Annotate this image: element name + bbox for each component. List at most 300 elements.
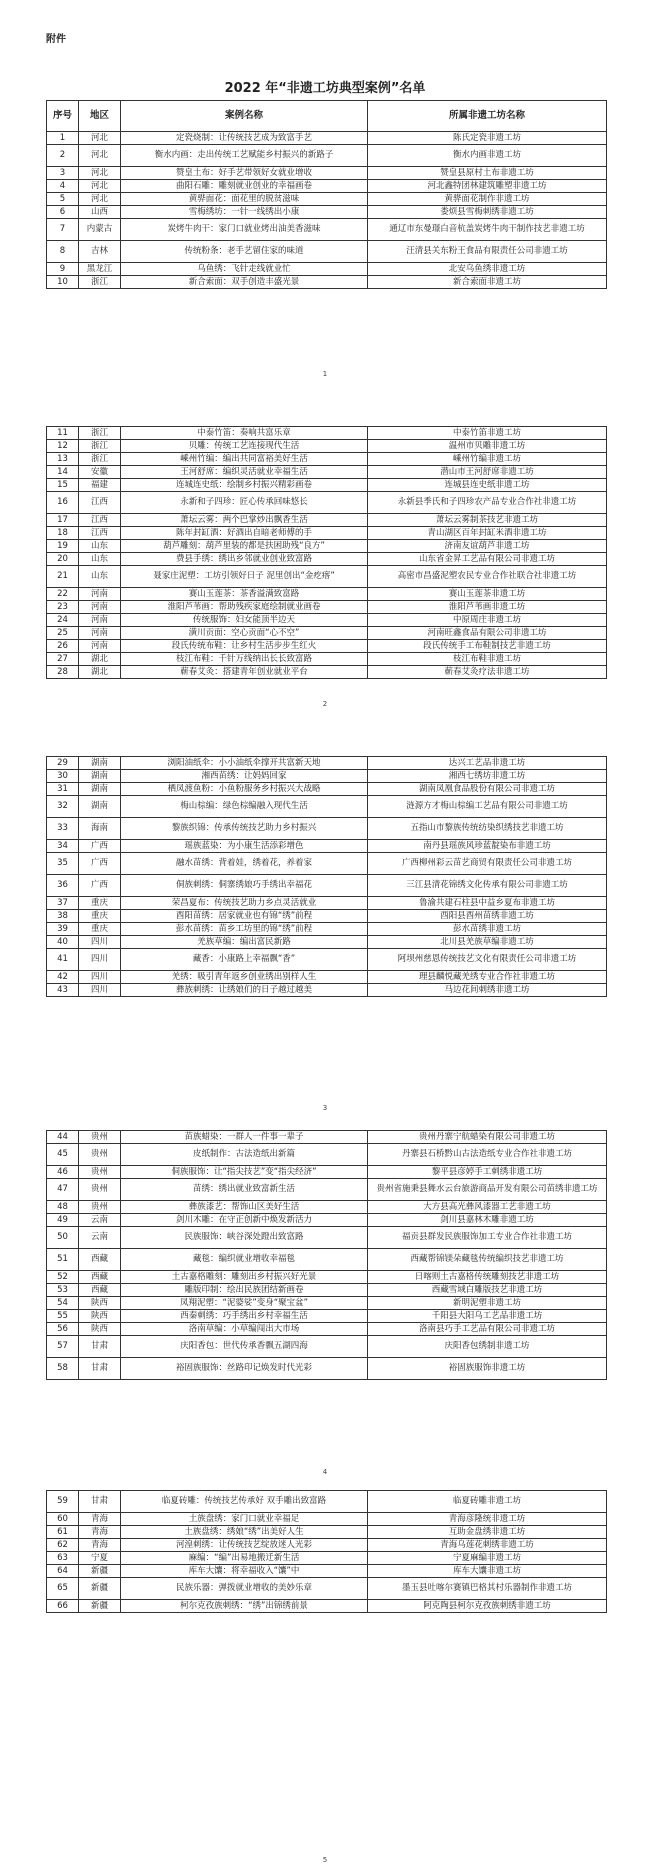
- case-table: [46, 756, 607, 997]
- cell-region: 山西: [79, 206, 121, 219]
- cell-num: 11: [47, 427, 79, 440]
- cell-num: 28: [47, 666, 79, 679]
- cell-region: 贵州: [79, 1166, 121, 1179]
- cell-num: 18: [47, 527, 79, 540]
- table-row: [47, 453, 607, 466]
- cell-num: 32: [47, 796, 79, 818]
- cell-case: 侗族刺绣：侗寨绣娘巧手绣出幸福花: [121, 875, 368, 897]
- cell-case: 潢川贡面：空心贡面“心不空”: [121, 627, 368, 640]
- table-row: [47, 180, 607, 193]
- cell-num: 37: [47, 897, 79, 910]
- cell-region: 西藏: [79, 1284, 121, 1297]
- table-row: [47, 1284, 607, 1297]
- cell-workshop: 贵州丹寨宁航蜡染有限公司非遗工坊: [368, 1131, 607, 1144]
- cell-workshop: 彭水苗绣非遗工坊: [368, 923, 607, 936]
- cell-case: 黎族织锦：传承传统技艺助力乡村振兴: [121, 818, 368, 840]
- cell-case: 侗族服饰：让“指尖技艺”变“指尖经济”: [121, 1166, 368, 1179]
- table-row: [47, 936, 607, 949]
- table-row: [47, 923, 607, 936]
- table-row: [47, 757, 607, 770]
- cell-num: 45: [47, 1144, 79, 1166]
- cell-workshop: 阿坝州慈恩传统技艺文化有限责任公司非遗工坊: [368, 949, 607, 971]
- cell-region: 湖南: [79, 783, 121, 796]
- table-row: [47, 1214, 607, 1227]
- table-row: [47, 1166, 607, 1179]
- cell-case: 枝江布鞋：千针万线纳出长长致富路: [121, 653, 368, 666]
- cell-num: 38: [47, 910, 79, 923]
- cell-region: 广西: [79, 875, 121, 897]
- cell-case: 庆阳香包：世代传承香飘五湖四海: [121, 1336, 368, 1358]
- table-row: [47, 984, 607, 997]
- cell-case: 凤翔泥塑：“泥婆娑”变身“聚宝盆”: [121, 1297, 368, 1310]
- cell-region: 吉林: [79, 241, 121, 263]
- cell-case: 永新和子四珍：匠心传承回味悠长: [121, 492, 368, 514]
- cell-workshop: 理县麟悦藏羌绣专业合作社非遗工坊: [368, 971, 607, 984]
- table-row: [47, 276, 607, 289]
- cell-case: 嵊州竹编：编出共同富裕美好生活: [121, 453, 368, 466]
- cell-case: 段氏传统布鞋：让乡村生活步步生红火: [121, 640, 368, 653]
- table-row: [47, 627, 607, 640]
- table-row: [47, 193, 607, 206]
- table-row: [47, 949, 607, 971]
- cell-workshop: 剑川县嘉林木雕非遗工坊: [368, 1214, 607, 1227]
- cell-region: 陕西: [79, 1297, 121, 1310]
- table-row: [47, 601, 607, 614]
- page-number: 3: [322, 1104, 328, 1112]
- table-row: [47, 479, 607, 492]
- cell-region: 新疆: [79, 1578, 121, 1600]
- cell-num: 34: [47, 840, 79, 853]
- cell-num: 5: [47, 193, 79, 206]
- cell-num: 49: [47, 1214, 79, 1227]
- cell-case: 新合索面：双手创造丰盛光景: [121, 276, 368, 289]
- cell-workshop: 永新县季氏和子四珍农产品专业合作社非遗工坊: [368, 492, 607, 514]
- table-row: [47, 1310, 607, 1323]
- cell-workshop: 赛山玉莲茶非遗工坊: [368, 588, 607, 601]
- table-row: [47, 1491, 607, 1513]
- cell-workshop: 潜山市王河舒席非遗工坊: [368, 466, 607, 479]
- cell-case: 羌族草编：编出富民新路: [121, 936, 368, 949]
- cell-num: 8: [47, 241, 79, 263]
- cell-region: 陕西: [79, 1310, 121, 1323]
- cell-num: 66: [47, 1600, 79, 1613]
- table-row: [47, 640, 607, 653]
- cell-workshop: 互助金盘绣非遗工坊: [368, 1526, 607, 1539]
- cell-workshop: 达兴工艺品非遗工坊: [368, 757, 607, 770]
- cell-workshop: 赞皇县原村土布非遗工坊: [368, 167, 607, 180]
- table-row: [47, 971, 607, 984]
- table-row: [47, 1179, 607, 1201]
- table-row: [47, 566, 607, 588]
- cell-workshop: 西藏雪域白雕版技艺非遗工坊: [368, 1284, 607, 1297]
- cell-case: 麻编：“编”出易地搬迁新生活: [121, 1552, 368, 1565]
- cell-num: 19: [47, 540, 79, 553]
- cell-num: 30: [47, 770, 79, 783]
- cell-region: 河北: [79, 193, 121, 206]
- cell-workshop: 河南旺鑫食品有限公司非遗工坊: [368, 627, 607, 640]
- table-row: [47, 540, 607, 553]
- page-number: 4: [322, 1468, 328, 1476]
- table-row: [47, 796, 607, 818]
- cell-region: 贵州: [79, 1131, 121, 1144]
- cell-region: 安徽: [79, 466, 121, 479]
- cell-region: 甘肃: [79, 1336, 121, 1358]
- cell-region: 新疆: [79, 1600, 121, 1613]
- cell-num: 25: [47, 627, 79, 640]
- cell-case: 梅山棕编：绿色棕编融入现代生活: [121, 796, 368, 818]
- cell-region: 浙江: [79, 427, 121, 440]
- cell-workshop: 山东省金昇工艺品有限公司非遗工坊: [368, 553, 607, 566]
- cell-num: 24: [47, 614, 79, 627]
- table-row: [47, 840, 607, 853]
- cell-region: 重庆: [79, 923, 121, 936]
- table-row: [47, 653, 607, 666]
- cell-case: 酉阳苗绣：居家就业也有锦“绣”前程: [121, 910, 368, 923]
- cell-num: 31: [47, 783, 79, 796]
- cell-workshop: 北安乌鱼绣非遗工坊: [368, 263, 607, 276]
- table-row: [47, 514, 607, 527]
- table-row: [47, 588, 607, 601]
- column-header-region: 地区: [79, 101, 121, 132]
- cell-num: 9: [47, 263, 79, 276]
- cell-workshop: 庆阳香包绣制非遗工坊: [368, 1336, 607, 1358]
- table-row: [47, 1526, 607, 1539]
- cell-region: 河南: [79, 640, 121, 653]
- cell-case: 王河舒席：编织灵活就业幸福生活: [121, 466, 368, 479]
- cell-case: 乌鱼绣：飞针走线就业忙: [121, 263, 368, 276]
- cell-case: 湘西苗绣：让妈妈回家: [121, 770, 368, 783]
- cell-region: 江西: [79, 514, 121, 527]
- table-row: [47, 1144, 607, 1166]
- cell-region: 贵州: [79, 1144, 121, 1166]
- cell-region: 江西: [79, 527, 121, 540]
- cell-workshop: 三江县清花锦绣文化传承有限公司非遗工坊: [368, 875, 607, 897]
- cell-case: 苗族蜡染：一群人一件事一辈子: [121, 1131, 368, 1144]
- table-row: [47, 1131, 607, 1144]
- cell-case: 赛山玉莲茶：茶香溢满致富路: [121, 588, 368, 601]
- cell-case: 藏香：小康路上幸福飘“香”: [121, 949, 368, 971]
- cell-workshop: 高密市昌盛泥塑农民专业合作社联合社非遗工坊: [368, 566, 607, 588]
- table-row: [47, 1600, 607, 1613]
- cell-region: 浙江: [79, 453, 121, 466]
- table-row: [47, 783, 607, 796]
- cell-case: 贝雕：传统工艺连接现代生活: [121, 440, 368, 453]
- cell-workshop: 新合索面非遗工坊: [368, 276, 607, 289]
- cell-workshop: 新明泥塑非遗工坊: [368, 1297, 607, 1310]
- cell-num: 4: [47, 180, 79, 193]
- cell-num: 39: [47, 923, 79, 936]
- cell-workshop: 宁夏麻编非遗工坊: [368, 1552, 607, 1565]
- cell-case: 藏毯：编织就业增收幸福毯: [121, 1249, 368, 1271]
- cell-num: 33: [47, 818, 79, 840]
- cell-workshop: 北川县羌族草编非遗工坊: [368, 936, 607, 949]
- table-row: [47, 1565, 607, 1578]
- cell-case: 土古嘉格雕刻：雕刻出乡村振兴好光景: [121, 1271, 368, 1284]
- cell-num: 57: [47, 1336, 79, 1358]
- cell-num: 47: [47, 1179, 79, 1201]
- cell-case: 土族盘绣：绣娘“绣”出美好人生: [121, 1526, 368, 1539]
- cell-region: 福建: [79, 479, 121, 492]
- cell-workshop: 青海乌莲花刺绣非遗工坊: [368, 1539, 607, 1552]
- cell-workshop: 青山湖区百年封缸米酒非遗工坊: [368, 527, 607, 540]
- cell-num: 35: [47, 853, 79, 875]
- cell-workshop: 贵州省施秉县舞水云台旅游商品开发有限公司苗绣非遗工坊: [368, 1179, 607, 1201]
- cell-workshop: 南丹县瑶族风珍蓝靛染布非遗工坊: [368, 840, 607, 853]
- cell-region: 河南: [79, 614, 121, 627]
- cell-case: 瑶族蓝染：为小康生活添彩增色: [121, 840, 368, 853]
- cell-region: 河北: [79, 167, 121, 180]
- cell-num: 59: [47, 1491, 79, 1513]
- cell-case: 土族盘绣：家门口就业幸福足: [121, 1513, 368, 1526]
- cell-num: 58: [47, 1358, 79, 1380]
- cell-num: 29: [47, 757, 79, 770]
- cell-case: 定瓷烧制：让传统技艺成为致富手艺: [121, 132, 368, 145]
- cell-case: 民族服饰：峡谷深处蹬出致富路: [121, 1227, 368, 1249]
- cell-case: 连城连史纸：绘制乡村振兴精彩画卷: [121, 479, 368, 492]
- cell-case: 苗绣：绣出就业致富新生活: [121, 1179, 368, 1201]
- cell-case: 洛南草编：小草编闯出大市场: [121, 1323, 368, 1336]
- cell-num: 41: [47, 949, 79, 971]
- cell-case: 库车大馕：将幸福收入“馕”中: [121, 1565, 368, 1578]
- cell-num: 44: [47, 1131, 79, 1144]
- cell-region: 青海: [79, 1513, 121, 1526]
- table-row: [47, 167, 607, 180]
- cell-case: 皮纸制作：古法造纸出新篇: [121, 1144, 368, 1166]
- cell-workshop: 千阳县大阳乌工艺品非遗工坊: [368, 1310, 607, 1323]
- cell-region: 湖南: [79, 796, 121, 818]
- table-row: [47, 614, 607, 627]
- cell-case: 炭烤牛肉干：家门口就业烤出油美香滋味: [121, 219, 368, 241]
- cell-region: 云南: [79, 1214, 121, 1227]
- cell-region: 河南: [79, 627, 121, 640]
- cell-region: 湖南: [79, 757, 121, 770]
- cell-num: 64: [47, 1565, 79, 1578]
- table-row: [47, 219, 607, 241]
- cell-region: 江西: [79, 492, 121, 514]
- table-row: [47, 1358, 607, 1380]
- cell-num: 63: [47, 1552, 79, 1565]
- cell-case: 中泰竹笛：奏响共富乐章: [121, 427, 368, 440]
- cell-num: 51: [47, 1249, 79, 1271]
- table-row: [47, 853, 607, 875]
- cell-workshop: 河北鑫特团林建筑雕塑非遗工坊: [368, 180, 607, 193]
- cell-case: 河湟刺绣：让传统技艺绽放迷人光彩: [121, 1539, 368, 1552]
- table-row: [47, 1539, 607, 1552]
- table-row: [47, 427, 607, 440]
- cell-num: 13: [47, 453, 79, 466]
- cell-num: 14: [47, 466, 79, 479]
- cell-region: 西藏: [79, 1249, 121, 1271]
- page-title: 2022 年“非遗工坊典型案例”名单: [224, 81, 426, 96]
- cell-workshop: 洛南县巧手工艺品有限公司非遗工坊: [368, 1323, 607, 1336]
- cell-case: 彭水苗绣：苗乡工坊里的锦“绣”前程: [121, 923, 368, 936]
- cell-num: 53: [47, 1284, 79, 1297]
- cell-num: 27: [47, 653, 79, 666]
- cell-case: 聂家庄泥塑：工坊引领好日子 泥里创出“金疙瘩”: [121, 566, 368, 588]
- table-row: [47, 492, 607, 514]
- cell-workshop: 湘西七绣坊非遗工坊: [368, 770, 607, 783]
- table-row: [47, 132, 607, 145]
- cell-case: 剑川木雕：在守正创新中焕发新活力: [121, 1214, 368, 1227]
- cell-region: 云南: [79, 1227, 121, 1249]
- cell-case: 彝族漆艺：帮饰山区美好生活: [121, 1201, 368, 1214]
- cell-case: 荣昌夏布：传统技艺助力乡点灵活就业: [121, 897, 368, 910]
- cell-num: 7: [47, 219, 79, 241]
- cell-region: 广西: [79, 853, 121, 875]
- cell-region: 西藏: [79, 1271, 121, 1284]
- table-row: [47, 1578, 607, 1600]
- cell-num: 15: [47, 479, 79, 492]
- cell-num: 60: [47, 1513, 79, 1526]
- page-number: 5: [322, 1856, 328, 1864]
- table-row: [47, 145, 607, 167]
- cell-num: 1: [47, 132, 79, 145]
- cell-workshop: 济南友谊葫芦非遗工坊: [368, 540, 607, 553]
- cell-workshop: 黎平县彦婷手工刺绣非遗工坊: [368, 1166, 607, 1179]
- table-row: [47, 1297, 607, 1310]
- cell-workshop: 娄烦县雪梅刺绣非遗工坊: [368, 206, 607, 219]
- cell-workshop: 西藏帮锦镁朵藏毯传统编织技艺非遗工坊: [368, 1249, 607, 1271]
- cell-workshop: 通辽市东曼璟白音杭盖炭烤牛肉干制作技艺非遗工坊: [368, 219, 607, 241]
- cell-region: 重庆: [79, 910, 121, 923]
- cell-region: 湖北: [79, 666, 121, 679]
- cell-region: 广西: [79, 840, 121, 853]
- cell-workshop: 枝江布鞋非遗工坊: [368, 653, 607, 666]
- cell-workshop: 裕固族服饰非遗工坊: [368, 1358, 607, 1380]
- cell-case: 传统服饰：妇女能顶半边天: [121, 614, 368, 627]
- cell-num: 36: [47, 875, 79, 897]
- cell-num: 62: [47, 1539, 79, 1552]
- cell-case: 栖凤渡鱼粉：小鱼粉服务乡村振兴大战略: [121, 783, 368, 796]
- cell-region: 青海: [79, 1526, 121, 1539]
- cell-workshop: 日喀则土古嘉格传统雕刻技艺非遗工坊: [368, 1271, 607, 1284]
- cell-workshop: 衡水内画非遗工坊: [368, 145, 607, 167]
- cell-num: 16: [47, 492, 79, 514]
- cell-case: 浏阳油纸伞：小小油纸伞撑开共富新天地: [121, 757, 368, 770]
- table-row: [47, 241, 607, 263]
- cell-workshop: 大方县高光彝风漆器工艺非遗工坊: [368, 1201, 607, 1214]
- cell-case: 葫芦雕刻：葫芦里装的都是扶困助残“良方”: [121, 540, 368, 553]
- cell-region: 河北: [79, 132, 121, 145]
- cell-case: 雪梅绣坊：一针一线绣出小康: [121, 206, 368, 219]
- cell-workshop: 黄骅面花制作非遗工坊: [368, 193, 607, 206]
- case-table: [46, 100, 607, 289]
- cell-region: 浙江: [79, 276, 121, 289]
- cell-case: 赞皇土布：好手艺带领好女就业增收: [121, 167, 368, 180]
- cell-workshop: 段氏传统手工布鞋制技艺非遗工坊: [368, 640, 607, 653]
- case-table: [46, 1490, 607, 1613]
- cell-case: 费县手绣：绣出乡邻就业创业致富路: [121, 553, 368, 566]
- cell-num: 40: [47, 936, 79, 949]
- cell-case: 衡水内画：走出传统工艺赋能乡村振兴的新路子: [121, 145, 368, 167]
- cell-case: 萧坛云雾：两个巴掌炒出飘香生活: [121, 514, 368, 527]
- table-row: [47, 440, 607, 453]
- cell-num: 6: [47, 206, 79, 219]
- cell-num: 20: [47, 553, 79, 566]
- table-row: [47, 666, 607, 679]
- cell-num: 46: [47, 1166, 79, 1179]
- page-number: 2: [322, 700, 328, 708]
- cell-case: 柯尔克孜族刺绣：“绣”出锦绣前景: [121, 1600, 368, 1613]
- column-header-case: 案例名称: [121, 101, 368, 132]
- cell-region: 山东: [79, 566, 121, 588]
- cell-case: 蕲春艾灸：搭建青年创业就业平台: [121, 666, 368, 679]
- cell-num: 43: [47, 984, 79, 997]
- table-row: [47, 466, 607, 479]
- cell-case: 传统粉条：老手艺留住家的味道: [121, 241, 368, 263]
- cell-region: 河南: [79, 601, 121, 614]
- cell-workshop: 马边花间刺绣非遗工坊: [368, 984, 607, 997]
- cell-region: 河北: [79, 180, 121, 193]
- cell-case: 淮阳芦苇画：帮助残疾家庭绘制就业画卷: [121, 601, 368, 614]
- column-header-workshop: 所属非遗工坊名称: [368, 101, 607, 132]
- cell-workshop: 蕲春艾灸疗法非遗工坊: [368, 666, 607, 679]
- cell-region: 四川: [79, 984, 121, 997]
- table-row: [47, 1201, 607, 1214]
- cell-workshop: 酉阳县酉州苗绣非遗工坊: [368, 910, 607, 923]
- cell-workshop: 温州市贝雕非遗工坊: [368, 440, 607, 453]
- cell-region: 四川: [79, 971, 121, 984]
- cell-workshop: 五指山市黎族传统纺染织绣技艺非遗工坊: [368, 818, 607, 840]
- cell-region: 贵州: [79, 1201, 121, 1214]
- table-row: [47, 1513, 607, 1526]
- table-row: [47, 1271, 607, 1284]
- table-row: [47, 263, 607, 276]
- cell-case: 民族乐器：弹拨就业增收的美妙乐章: [121, 1578, 368, 1600]
- table-row: [47, 553, 607, 566]
- cell-region: 贵州: [79, 1179, 121, 1201]
- cell-workshop: 汪清县关东粉王食品有限责任公司非遗工坊: [368, 241, 607, 263]
- cell-region: 海南: [79, 818, 121, 840]
- case-table: [46, 1130, 607, 1380]
- cell-workshop: 库车大馕非遗工坊: [368, 1565, 607, 1578]
- cell-num: 22: [47, 588, 79, 601]
- cell-num: 26: [47, 640, 79, 653]
- cell-workshop: 广西柳州彩云苗艺商贸有限责任公司非遗工坊: [368, 853, 607, 875]
- cell-region: 重庆: [79, 897, 121, 910]
- page-number: 1: [322, 370, 328, 378]
- cell-num: 52: [47, 1271, 79, 1284]
- case-table: [46, 426, 607, 679]
- cell-workshop: 阿克陶县柯尔克孜族刺绣非遗工坊: [368, 1600, 607, 1613]
- cell-case: 曲阳石雕：雕刻就业创业的幸福画卷: [121, 180, 368, 193]
- cell-region: 浙江: [79, 440, 121, 453]
- table-row: [47, 527, 607, 540]
- cell-case: 裕固族服饰：丝路印记焕发时代光彩: [121, 1358, 368, 1380]
- table-row: [47, 875, 607, 897]
- table-row: [47, 1249, 607, 1271]
- cell-workshop: 中原周庄非遗工坊: [368, 614, 607, 627]
- cell-num: 2: [47, 145, 79, 167]
- cell-num: 12: [47, 440, 79, 453]
- cell-workshop: 鲁渝共建石柱县中益乡夏布非遗工坊: [368, 897, 607, 910]
- cell-workshop: 湖南凤凰食品股份有限公司非遗工坊: [368, 783, 607, 796]
- cell-num: 55: [47, 1310, 79, 1323]
- cell-num: 23: [47, 601, 79, 614]
- cell-region: 湖北: [79, 653, 121, 666]
- cell-case: 陈年封缸酒：好酒出自暗老师傅的手: [121, 527, 368, 540]
- cell-num: 3: [47, 167, 79, 180]
- attachment-label: 附件: [46, 34, 66, 45]
- cell-region: 新疆: [79, 1565, 121, 1578]
- cell-region: 甘肃: [79, 1491, 121, 1513]
- cell-workshop: 涟源方才梅山棕编工艺品有限公司非遗工坊: [368, 796, 607, 818]
- cell-region: 湖南: [79, 770, 121, 783]
- table-row: [47, 206, 607, 219]
- cell-num: 50: [47, 1227, 79, 1249]
- cell-workshop: 福贡县群发民族服饰加工专业合作社非遗工坊: [368, 1227, 607, 1249]
- cell-workshop: 丹寨县石桥黔山古法造纸专业合作社非遗工坊: [368, 1144, 607, 1166]
